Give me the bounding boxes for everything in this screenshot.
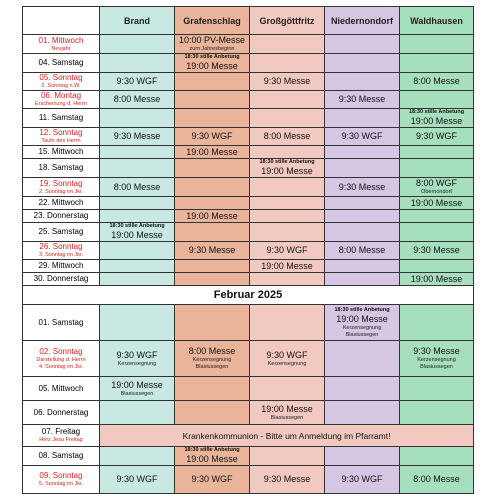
table-row (23, 377, 474, 401)
service-main: 19:00 Messe (111, 379, 163, 390)
date-label: 09. Sonntag (39, 471, 83, 480)
service-cell (100, 178, 175, 197)
date-cell (23, 223, 100, 242)
service-main: 19:00 Messe (186, 454, 238, 464)
date-cell (23, 146, 100, 159)
service-main: 8:00 Messe (263, 131, 311, 141)
service-pre: 18:30 stille Anbetung (184, 447, 240, 453)
service-main: 9:30 Messe (113, 131, 161, 141)
service-note: Obernondorf (421, 189, 452, 195)
service-cell (100, 273, 175, 286)
date-cell (23, 109, 100, 128)
service-main: 8:00 Messe (413, 474, 460, 484)
service-pre: 18:30 stille Anbetung (408, 109, 465, 115)
service-main: 19:00 Messe (111, 230, 163, 240)
service-cell (400, 242, 474, 260)
service-main: 8:00 Messe (188, 346, 236, 356)
date-label: 11. Samstag (38, 113, 84, 122)
date-label: 04. Samstag (38, 58, 84, 67)
date-cell (23, 341, 100, 377)
service-main: 9:30 WGF (266, 245, 308, 255)
date-subtitle: 2. Sonntag n.W. (41, 83, 81, 89)
service-cell (175, 73, 250, 91)
service-main: 9:30 WGF (116, 349, 158, 360)
date-label: 05. Mittwoch (38, 383, 84, 393)
february-rows (23, 305, 474, 425)
month-row (23, 286, 474, 305)
service-cell (250, 54, 325, 73)
service-cell (400, 260, 474, 273)
date-label: 06. Donnerstag (33, 407, 89, 417)
service-main: 19:00 Messe (186, 146, 238, 157)
service-cell (400, 35, 474, 54)
date-cell (23, 54, 100, 73)
month-heading: Februar 2025 (23, 286, 474, 305)
service-cell (100, 401, 175, 425)
table-row (23, 401, 474, 425)
service-note: Blasiussegen (120, 390, 154, 397)
service-note: Kerzensegnung (267, 360, 307, 367)
service-cell (325, 146, 400, 159)
service-cell (250, 260, 325, 273)
date-label: 23. Donnerstag (33, 211, 89, 220)
table-row (23, 447, 474, 466)
table-row (23, 159, 474, 178)
service-cell (100, 210, 175, 223)
date-cell (23, 260, 100, 273)
service-cell (325, 54, 400, 73)
service-cell (325, 273, 400, 286)
table-row (23, 466, 474, 494)
table-row (23, 128, 474, 146)
service-cell (100, 305, 175, 341)
table-row (23, 146, 474, 159)
service-main: 8:00 Messe (113, 181, 161, 192)
table-row (23, 341, 474, 377)
header-niedernondorf: Niedernondorf (325, 7, 400, 35)
service-cell (100, 377, 175, 401)
table-row (23, 178, 474, 197)
service-note: Blasiussegen (270, 414, 304, 421)
date-label: 25. Samstag (38, 227, 84, 236)
date-cell (23, 447, 100, 466)
service-main: 9:30 WGF (415, 131, 457, 141)
service-cell (325, 223, 400, 242)
table-row (23, 305, 474, 341)
service-main: 9:30 Messe (188, 245, 236, 255)
date-label: 07. Freitag (41, 427, 81, 436)
date-label: 05. Sonntag (39, 73, 83, 82)
date-subtitle: Taufe des Herrn (41, 138, 81, 144)
service-main: 9:30 WGF (116, 76, 158, 86)
service-cell (100, 91, 175, 109)
header-date-corner (23, 7, 100, 35)
date-label: 30. Donnerstag (33, 274, 89, 283)
kranken-group (23, 425, 474, 447)
service-cell (250, 223, 325, 242)
service-cell (100, 447, 175, 466)
header-waldhausen: Waldhausen (400, 7, 474, 35)
service-cell (175, 401, 250, 425)
service-cell (100, 54, 175, 73)
service-cell (325, 466, 400, 494)
date-label: 18. Samstag (38, 163, 84, 172)
table-row (23, 242, 474, 260)
service-cell (400, 128, 474, 146)
service-main: 19:00 Messe (410, 197, 463, 208)
service-main: 9:30 WGF (116, 474, 158, 484)
service-cell (100, 128, 175, 146)
service-cell (100, 341, 175, 377)
service-cell (100, 35, 175, 54)
service-cell (400, 73, 474, 91)
service-main: 9:30 Messe (338, 94, 386, 104)
service-cell (325, 260, 400, 273)
date-label: 01. Samstag (38, 317, 84, 327)
date-label: 26. Sonntag (39, 242, 83, 251)
service-note: Kerzensegnung (192, 357, 232, 363)
service-cell (250, 447, 325, 466)
date-subtitle: 4. Sonntag im Jkr. (38, 363, 84, 370)
service-pre: 18:30 stille Anbetung (109, 223, 165, 229)
service-main: 9:30 Messe (263, 76, 311, 86)
service-cell (325, 73, 400, 91)
service-note: Blasiussegen (345, 331, 379, 338)
date-subtitle: Neujahr (51, 45, 71, 52)
service-cell (250, 128, 325, 146)
service-cell (400, 91, 474, 109)
service-note: Kerzensegnung (417, 357, 456, 363)
service-cell (250, 377, 325, 401)
service-pre: 18:30 stille Anbetung (334, 306, 390, 313)
date-cell (23, 210, 100, 223)
header-grafenschlag: Grafenschlag (175, 7, 250, 35)
service-cell (400, 223, 474, 242)
date-label: 22. Mittwoch (38, 198, 84, 207)
service-cell (400, 466, 474, 494)
service-cell (400, 197, 474, 210)
service-cell (175, 91, 250, 109)
service-cell (100, 73, 175, 91)
date-cell (23, 197, 100, 210)
service-main: 9:30 WGF (191, 131, 233, 141)
date-cell (23, 273, 100, 286)
service-main: 19:00 Messe (261, 166, 313, 176)
service-cell (400, 401, 474, 425)
date-cell (23, 128, 100, 146)
header-grossgoettfritz: Großgöttfritz (250, 7, 325, 35)
service-cell (325, 35, 400, 54)
january-rows (23, 35, 474, 286)
service-cell (325, 159, 400, 178)
service-cell (175, 159, 250, 178)
service-cell (325, 128, 400, 146)
service-main: 19:00 Messe (186, 61, 238, 71)
table-row (23, 73, 474, 91)
service-cell (175, 377, 250, 401)
schedule-table (22, 6, 474, 494)
service-cell (250, 466, 325, 494)
service-cell (175, 54, 250, 73)
date-label: 06. Montag (40, 91, 82, 100)
table-row (23, 273, 474, 286)
service-cell (400, 109, 474, 128)
service-cell (400, 273, 474, 286)
service-cell (250, 210, 325, 223)
service-main: 9:30 Messe (413, 245, 460, 255)
service-cell (250, 401, 325, 425)
table-row (23, 54, 474, 73)
february-heading-group (23, 286, 474, 305)
service-cell (175, 223, 250, 242)
service-note: Kerzensegnung (117, 360, 157, 367)
service-cell (400, 447, 474, 466)
date-subtitle: 3. Sonntag im Jkr. (38, 252, 84, 258)
date-subtitle: Darstellung d. Herrn (36, 356, 86, 363)
service-cell (250, 73, 325, 91)
service-cell (250, 242, 325, 260)
service-pre: 18:30 stille Anbetung (259, 159, 315, 165)
service-cell (325, 109, 400, 128)
service-cell (100, 159, 175, 178)
table-row (23, 197, 474, 210)
service-cell (100, 109, 175, 128)
krankenkommunion-notice: Krankenkommunion - Bitte um Anmeldung im Pfarramt! (100, 425, 474, 447)
service-main: 9:30 WGF (341, 131, 383, 141)
service-cell (400, 305, 474, 341)
table-row (23, 260, 474, 273)
service-cell (400, 341, 474, 377)
service-cell (325, 377, 400, 401)
service-note: Blasiussegen (420, 364, 453, 370)
service-main: 9:30 WGF (341, 474, 383, 484)
service-cell (175, 197, 250, 210)
service-main: 10:00 PV-Messe (178, 35, 246, 45)
header-brand: Brand (100, 7, 175, 35)
date-cell (23, 73, 100, 91)
service-main: 19:00 Messe (410, 273, 463, 284)
service-cell (400, 210, 474, 223)
date-cell (23, 242, 100, 260)
service-cell (175, 128, 250, 146)
table-row (23, 109, 474, 128)
service-cell (250, 35, 325, 54)
service-cell (175, 341, 250, 377)
service-cell (250, 109, 325, 128)
table-row (23, 425, 474, 447)
service-cell (175, 447, 250, 466)
service-cell (325, 91, 400, 109)
service-cell (175, 242, 250, 260)
service-cell (400, 146, 474, 159)
service-cell (250, 159, 325, 178)
date-cell (23, 425, 100, 447)
service-cell (175, 305, 250, 341)
service-note: Blasiussegen (195, 364, 229, 370)
date-subtitle: 5. Sonntag im Jkr. (38, 481, 84, 487)
date-cell (23, 159, 100, 178)
service-cell (175, 146, 250, 159)
service-cell (400, 54, 474, 73)
service-cell (400, 377, 474, 401)
service-cell (100, 466, 175, 494)
service-main: 19:00 Messe (261, 403, 313, 414)
table-row (23, 35, 474, 54)
date-subtitle: Herz Jesu Freitag (39, 437, 83, 443)
service-cell (100, 223, 175, 242)
service-cell (100, 197, 175, 210)
service-main: 19:00 Messe (410, 116, 463, 126)
date-cell (23, 377, 100, 401)
service-cell (175, 178, 250, 197)
service-cell (175, 109, 250, 128)
service-note: Kerzensegnung (342, 324, 382, 331)
february-rows-2 (23, 447, 474, 494)
service-main: 19:00 Messe (261, 260, 313, 271)
service-cell (175, 273, 250, 286)
date-label: 02. Sonntag (39, 346, 83, 356)
service-main: 9:30 WGF (191, 474, 233, 484)
date-cell (23, 305, 100, 341)
service-cell (400, 178, 474, 197)
table-row (23, 91, 474, 109)
date-cell (23, 178, 100, 197)
date-subtitle: 2. Sonntag im Jkr. (38, 188, 84, 195)
service-main: 8:00 Messe (338, 245, 386, 255)
service-main: 19:00 Messe (186, 210, 238, 221)
date-label: 08. Samstag (38, 451, 84, 460)
service-cell (250, 341, 325, 377)
date-subtitle: Erscheinung d. Herrn (35, 101, 87, 107)
service-cell (100, 242, 175, 260)
service-cell (400, 159, 474, 178)
service-main: 8:00 WGF (415, 178, 457, 188)
date-cell (23, 401, 100, 425)
header-row (23, 7, 474, 35)
service-main: 19:00 Messe (336, 313, 388, 324)
service-main: 9:30 Messe (338, 181, 386, 192)
service-cell (250, 178, 325, 197)
service-cell (250, 146, 325, 159)
service-pre: 18:30 stille Anbetung (184, 54, 240, 60)
date-label: 15. Mittwoch (38, 147, 84, 156)
service-cell (250, 91, 325, 109)
service-cell (325, 341, 400, 377)
date-label: 19. Sonntag (39, 178, 83, 188)
date-label: 29. Mittwoch (38, 261, 84, 270)
service-cell (250, 273, 325, 286)
service-cell (175, 210, 250, 223)
table-row (23, 210, 474, 223)
service-cell (325, 242, 400, 260)
service-cell (325, 178, 400, 197)
service-cell (250, 197, 325, 210)
date-label: 12. Sonntag (39, 128, 83, 137)
service-cell (325, 305, 400, 341)
service-cell (175, 466, 250, 494)
date-cell (23, 91, 100, 109)
service-main: 8:00 Messe (113, 94, 161, 104)
date-label: 01. Mittwoch (38, 35, 84, 45)
service-cell (325, 447, 400, 466)
service-main: 9:30 WGF (266, 349, 308, 360)
date-cell (23, 35, 100, 54)
table-row (23, 223, 474, 242)
service-cell (100, 260, 175, 273)
service-main: 8:00 Messe (413, 76, 460, 86)
service-cell (175, 260, 250, 273)
service-main: 9:30 Messe (263, 474, 311, 484)
service-cell (100, 146, 175, 159)
service-cell (325, 401, 400, 425)
service-note: zum Jahresbeginn (189, 46, 235, 52)
service-cell (250, 305, 325, 341)
service-cell (325, 197, 400, 210)
service-cell (175, 35, 250, 54)
date-cell (23, 466, 100, 494)
service-main: 9:30 Messe (413, 346, 460, 356)
service-cell (325, 210, 400, 223)
